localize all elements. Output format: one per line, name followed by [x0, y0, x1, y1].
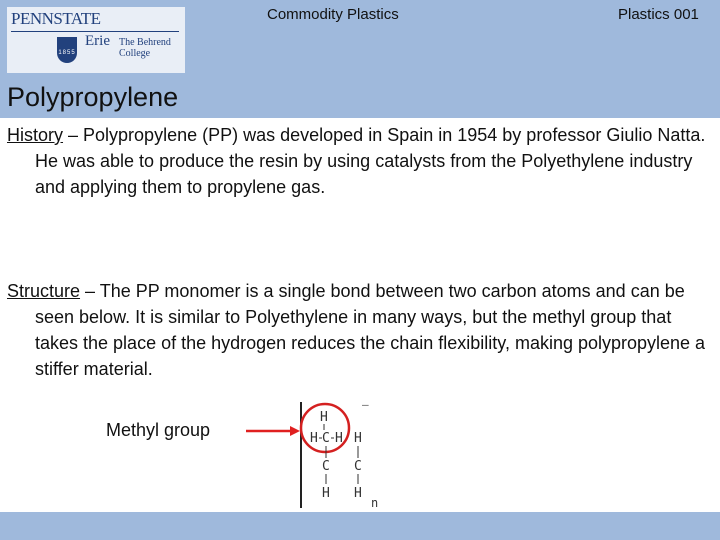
logo-erie: Erie — [85, 33, 110, 49]
header-course: Plastics 001 — [618, 6, 699, 23]
slide-title: Polypropylene — [7, 82, 179, 112]
atom-c2-top-h: H — [354, 431, 362, 446]
repeat-n: n — [371, 496, 379, 510]
methyl-group-label: Methyl group — [106, 420, 211, 440]
atom-left-h: H — [310, 431, 318, 446]
logo-divider — [11, 31, 179, 32]
bond-dash: – — [362, 398, 369, 411]
methyl-circle — [301, 404, 349, 452]
logo-year: 1855 — [58, 50, 76, 56]
atom-c1-bottom-h: H — [322, 486, 330, 501]
penn-state-logo — [7, 7, 185, 73]
footer-band — [0, 512, 720, 540]
logo-behrend-line1: The Behrend — [119, 37, 171, 48]
structure-text: – The PP monomer is a single bond between two carbon atoms and can be seen below. It is similar to Polyethylene in many ways, but the methyl group that takes the place of the hydrogen reduces the chain flexibility, making polypropylene a stiffer material. — [35, 281, 706, 379]
atom-c2-carbon: C — [354, 459, 362, 474]
header-center-title: Commodity Plastics — [267, 6, 399, 23]
history-text: – Polypropylene (PP) was developed in Spain in 1954 by professor Giulio Natta. He was able to produce the resin by using catalysts from the Polyethylene industry and applying them to propylene gas. — [35, 125, 706, 197]
arrow-head — [290, 426, 300, 436]
atom-top-h: H — [320, 410, 328, 425]
structure-paragraph — [7, 278, 713, 382]
history-paragraph — [7, 122, 713, 200]
atom-c2-bottom-h: H — [354, 486, 362, 501]
structure-heading: Structure — [7, 281, 81, 301]
logo-wordmark: PENNSTATE — [11, 9, 101, 28]
logo-behrend — [119, 37, 171, 59]
history-heading: History — [7, 125, 64, 145]
header-band — [0, 0, 720, 118]
atom-right-h: H — [335, 431, 343, 446]
atom-c1-bottom-carbon: C — [322, 459, 330, 474]
logo-behrend-line2: College — [119, 48, 151, 59]
atom-carbon: C — [322, 431, 330, 446]
